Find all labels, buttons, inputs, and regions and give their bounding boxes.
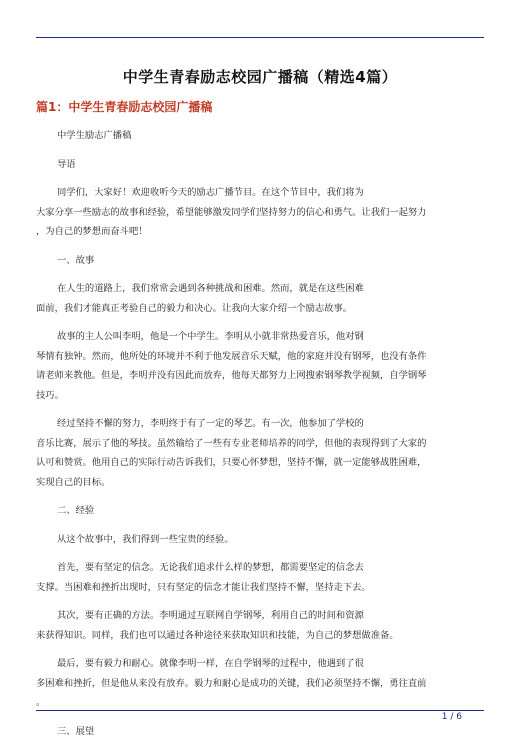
paragraph-line: 在人生的道路上，我们常常会遇到各种挑战和困难。然而，就是在这些困难 — [36, 279, 484, 299]
paragraph-line: 。 — [36, 693, 484, 713]
paragraph-line: 音乐比赛，展示了他的琴技。虽然输给了一些有专业老师培养的同学，但他的表现得到了大家的 — [36, 434, 484, 454]
paragraph — [36, 606, 484, 645]
paragraph-line: 其次，要有正确的方法。李明通过互联网自学钢琴，利用自己的时间和资源 — [36, 606, 484, 626]
paragraph — [36, 414, 484, 492]
paragraph-line: 琴情有独钟。然而，他所处的环境并不利于他发展音乐天赋，他的家庭并没有钢琴，也没有条件 — [36, 347, 484, 367]
paragraph — [36, 654, 484, 713]
paragraph-line: 经过坚持不懈的努力，李明终于有了一定的琴艺。有一次，他参加了学校的 — [36, 414, 484, 434]
page-indicator: 1 / 6 — [442, 712, 462, 722]
paragraph-line: 三、展望 — [36, 722, 484, 741]
paragraph-line: 导语 — [36, 155, 484, 175]
paragraph — [36, 251, 484, 271]
paragraph-line: 来获得知识。同样，我们也可以通过各种途径来获取知识和技能，为自己的梦想做准备。 — [36, 626, 484, 646]
paragraph-line: 多困难和挫折，但是他从来没有放弃。毅力和耐心是成功的关键，我们必须坚持不懈，勇往直前 — [36, 674, 484, 694]
paragraph — [36, 722, 484, 741]
paragraph — [36, 530, 484, 550]
paragraph-line: 二、经验 — [36, 501, 484, 521]
paragraph-line: 面前，我们才能真正考验自己的毅力和决心。让我向大家介绍一个励志故事。 — [36, 299, 484, 319]
paragraph-line: 认可和赞赏。他用自己的实际行动告诉我们，只要心怀梦想，坚持不懈，就一定能够战胜困难， — [36, 453, 484, 473]
paragraph-line: 从这个故事中，我们得到一些宝贵的经验。 — [36, 530, 484, 550]
paragraph — [36, 183, 484, 242]
paragraph-line: 大家分享一些励志的故事和经验，希望能够激发同学们坚持努力的信心和勇气。让我们一起努力 — [36, 203, 484, 223]
document-body — [36, 126, 484, 741]
paragraph — [36, 279, 484, 318]
section-heading: 篇1：中学生青春励志校园广播稿 — [36, 98, 212, 115]
document-title: 中学生青春励志校园广播稿（精选4篇） — [0, 66, 520, 87]
paragraph-line: 最后，要有毅力和耐心。就像李明一样，在自学钢琴的过程中，他遇到了很 — [36, 654, 484, 674]
paragraph-line: 一、故事 — [36, 251, 484, 271]
paragraph-line: 首先，要有坚定的信念。无论我们追求什么样的梦想，都需要坚定的信念去 — [36, 558, 484, 578]
paragraph — [36, 126, 484, 146]
paragraph-line: 技巧。 — [36, 386, 484, 406]
header-rule — [36, 37, 484, 38]
paragraph-line: 请老师来教他。但是，李明并没有因此而放弃，他每天都努力上网搜索钢琴教学视频，自学钢琴 — [36, 366, 484, 386]
paragraph-line: 故事的主人公叫李明，他是一个中学生。李明从小就非常热爱音乐，他对钢 — [36, 327, 484, 347]
paragraph-line: 同学们，大家好！欢迎收听今天的励志广播节目。在这个节目中，我们将为 — [36, 183, 484, 203]
paragraph-line: 支撑。当困难和挫折出现时，只有坚定的信念才能让我们坚持不懈，坚持走下去。 — [36, 578, 484, 598]
paragraph — [36, 501, 484, 521]
footer-rule — [36, 710, 484, 711]
paragraph — [36, 327, 484, 405]
paragraph-line: 中学生励志广播稿 — [36, 126, 484, 146]
paragraph — [36, 558, 484, 597]
paragraph — [36, 155, 484, 175]
paragraph-line: ，为自己的梦想而奋斗吧！ — [36, 222, 484, 242]
paragraph-line: 实现自己的目标。 — [36, 473, 484, 493]
